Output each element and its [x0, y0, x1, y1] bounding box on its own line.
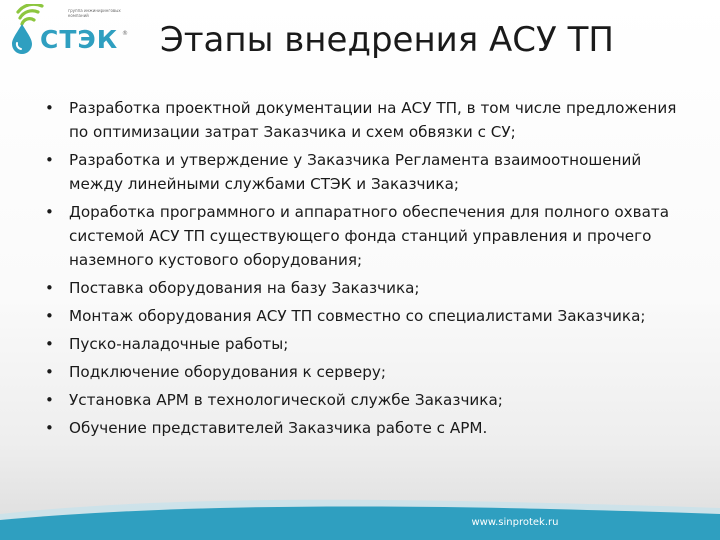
logo-tagline: группа инжиниринговых компаний [68, 8, 121, 18]
footer-website-link[interactable]: www.sinprotek.ru [471, 517, 559, 528]
company-logo [8, 4, 126, 60]
bullet-item: • Разработка проектной документации на АСУ ТП, в том числе предложения по оптимизации затрат Заказчика и схем обвязки с СУ; [45, 96, 685, 144]
registered-mark: ® [122, 30, 128, 37]
bullet-item: • Доработка программного и аппаратного обеспечения для полного охвата системой АСУ ТП существующего фонда станций управления и прочего наземного кустового оборудования; [45, 200, 685, 272]
bullet-item: • Обучение представителей Заказчика работе с АРМ. [45, 416, 685, 440]
bullet-item: • Подключение оборудования к серверу; [45, 360, 685, 384]
bullet-item: • Монтаж оборудования АСУ ТП совместно со специалистами Заказчика; [45, 304, 685, 328]
bullet-item: • Пуско-наладочные работы; [45, 332, 685, 356]
bullet-item: • Разработка и утверждение у Заказчика Регламента взаимоотношений между линейными службами СТЭК и Заказчика; [45, 148, 685, 196]
footer-wave-bar [0, 492, 720, 540]
bullet-item: • Установка АРМ в технологической службе Заказчика; [45, 388, 685, 412]
bullet-item: • Поставка оборудования на базу Заказчика; [45, 276, 685, 300]
bullet-list [45, 96, 685, 444]
slide-title: Этапы внедрения АСУ ТП [160, 20, 614, 60]
logo-wordmark: СТЭК [40, 25, 119, 54]
